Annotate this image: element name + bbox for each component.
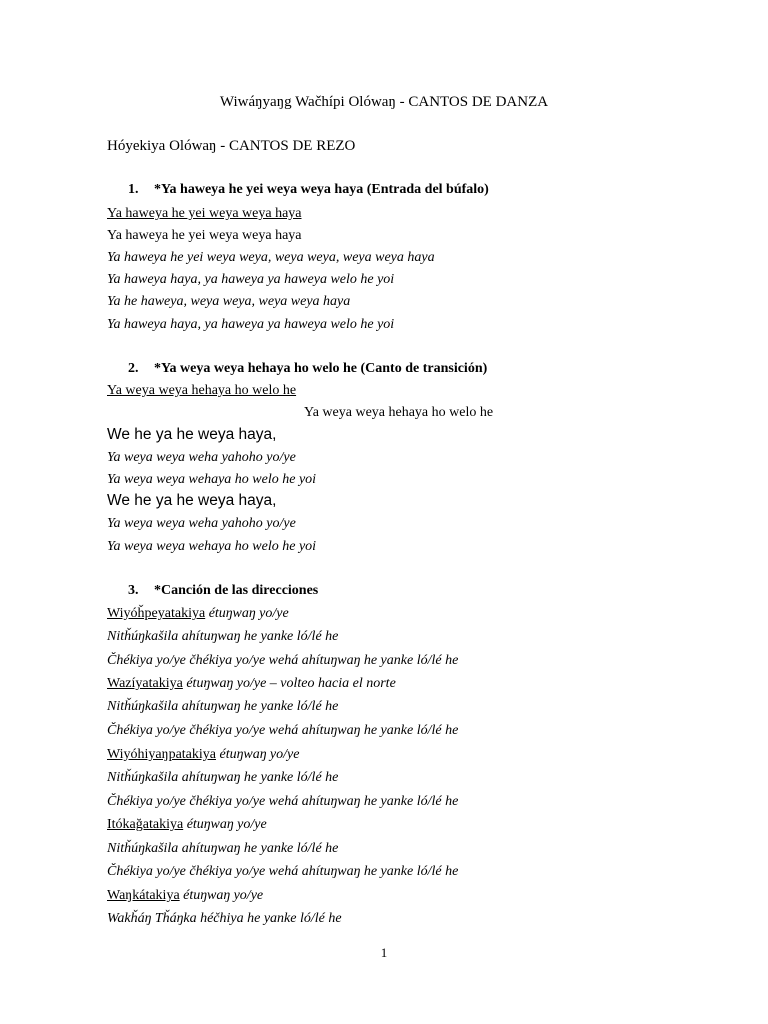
lyric-line: Ya weya weya hehaya ho welo he xyxy=(304,405,494,420)
section-heading: Hóyekiya Olówaŋ - CANTOS DE REZO xyxy=(107,138,356,154)
lyric-text: étuŋwaŋ yo/ye xyxy=(216,747,300,762)
song-heading xyxy=(128,360,487,378)
lyric-text: étuŋwaŋ yo/ye xyxy=(179,888,264,903)
direction-line xyxy=(107,887,263,905)
lyric-line: Ya haweya haya, ya haweya ya haweya welo he yoi xyxy=(107,272,395,287)
lyric-text: étuŋwaŋ yo/ye – volteo hacia el norte xyxy=(182,676,396,691)
song-title: *Ya weya weya hehaya ho welo he (Canto de transición) xyxy=(154,361,488,376)
lyric-line: Ya weya weya wehaya ho welo he yoi xyxy=(107,472,317,487)
song-heading xyxy=(128,181,489,199)
direction-name: Itókağatakiya xyxy=(107,817,184,832)
lyric-line: Nitȟúŋkašila ahítuŋwaŋ he yanke ló/lé he xyxy=(107,770,339,785)
direction-name: Wiyóȟpeyatakiya xyxy=(107,606,206,621)
lyric-line: Čhékiya yo/ye čhékiya yo/ye wehá ahítuŋwaŋ he yanke ló/lé he xyxy=(107,794,459,809)
lyric-line: Ya weya weya weha yahoho yo/ye xyxy=(107,450,296,465)
direction-line xyxy=(107,816,267,834)
lyric-line: Čhékiya yo/ye čhékiya yo/ye wehá ahítuŋwaŋ he yanke ló/lé he xyxy=(107,653,459,668)
song-number: 1. xyxy=(128,182,139,197)
lyric-line: Ya haweya he yei weya weya haya xyxy=(107,206,302,221)
song-number: 2. xyxy=(128,361,139,376)
lyric-line: Wakȟáŋ Tȟáŋka héčhiya he yanke ló/lé he xyxy=(107,911,342,926)
lyric-line: Ya haweya he yei weya weya, weya weya, weya weya haya xyxy=(107,250,435,265)
page-number: 1 xyxy=(380,945,388,960)
lyric-line: Čhékiya yo/ye čhékiya yo/ye wehá ahítuŋwaŋ he yanke ló/lé he xyxy=(107,864,459,879)
direction-line xyxy=(107,605,289,623)
lyric-line: Ya he haweya, weya weya, weya weya haya xyxy=(107,294,351,309)
direction-name: Wiyóhiyaŋpatakiya xyxy=(107,747,216,762)
lyric-line: Čhékiya yo/ye čhékiya yo/ye wehá ahítuŋwaŋ he yanke ló/lé he xyxy=(107,723,459,738)
lyric-line: We he ya he weya haya, xyxy=(107,492,277,509)
lyric-line: We he ya he weya haya, xyxy=(107,426,277,443)
direction-line xyxy=(107,746,299,764)
direction-name: Wazíyatakiya xyxy=(107,676,183,691)
lyric-line: Ya weya weya weha yahoho yo/ye xyxy=(107,516,296,531)
lyric-line: Ya weya weya hehaya ho welo he xyxy=(107,383,297,398)
song-title: *Ya haweya he yei weya weya haya (Entrada del búfalo) xyxy=(154,182,489,197)
song-title: *Canción de las direcciones xyxy=(154,583,319,598)
song-number: 3. xyxy=(128,583,139,598)
lyric-line: Ya weya weya wehaya ho welo he yoi xyxy=(107,539,317,554)
lyric-line: Nitȟúŋkašila ahítuŋwaŋ he yanke ló/lé he xyxy=(107,841,339,856)
direction-name: Waŋkátakiya xyxy=(107,888,180,903)
direction-line xyxy=(107,675,396,693)
lyric-line: Nitȟúŋkašila ahítuŋwaŋ he yanke ló/lé he xyxy=(107,629,339,644)
document-title: Wiwáŋyaŋg Wačhípi Olówaŋ - CANTOS DE DANZA xyxy=(219,94,549,110)
lyric-line: Nitȟúŋkašila ahítuŋwaŋ he yanke ló/lé he xyxy=(107,699,339,714)
lyric-text: étuŋwaŋ yo/ye xyxy=(205,606,289,621)
song-heading xyxy=(128,582,318,600)
lyric-line: Ya haweya he yei weya weya haya xyxy=(107,228,302,243)
lyric-line: Ya haweya haya, ya haweya ya haweya welo he yoi xyxy=(107,317,395,332)
lyric-text: étuŋwaŋ yo/ye xyxy=(183,817,267,832)
